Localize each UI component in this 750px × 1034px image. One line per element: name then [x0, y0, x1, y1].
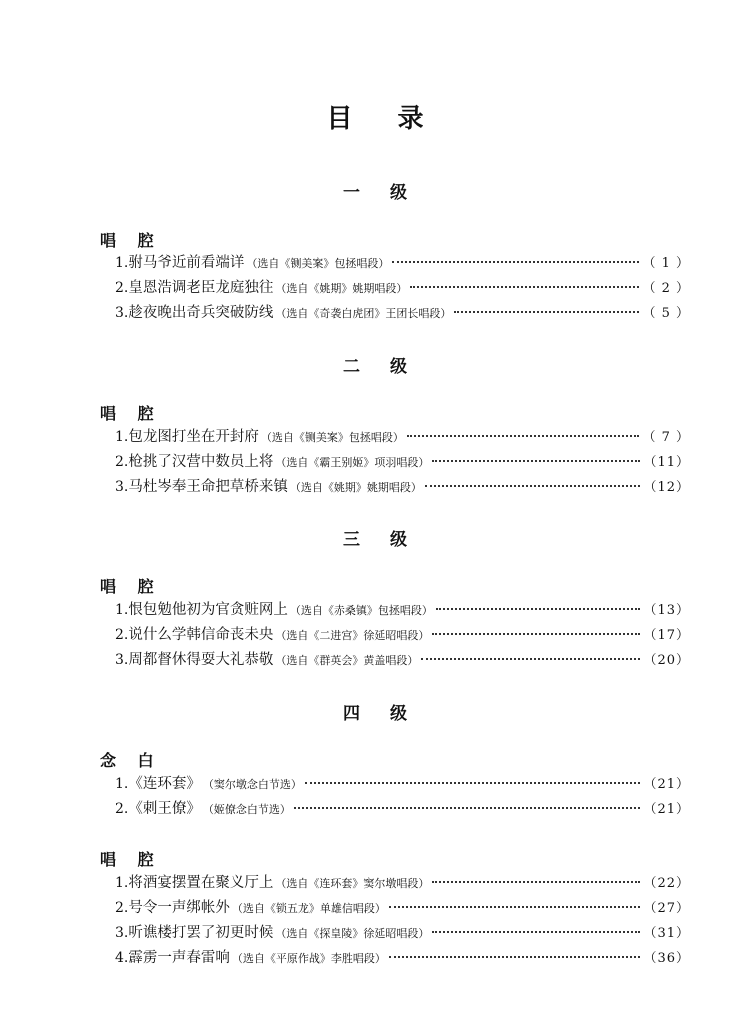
entry-source: （选自《连环套》窦尔墩唱段）: [275, 877, 430, 890]
entry-title: 马杜岑奉王命把草桥来镇: [128, 479, 288, 495]
dot-leader: [436, 608, 641, 610]
level-heading-2: 二 级: [343, 357, 419, 377]
entry-number: 1.: [115, 776, 129, 792]
toc-entry[interactable]: [115, 450, 690, 472]
dot-leader: [454, 311, 639, 313]
entry-source: （选自《群英会》黄盖唱段）: [275, 654, 419, 667]
entry-number: 2.: [115, 280, 129, 296]
dot-leader: [432, 881, 640, 883]
entry-number: 3.: [115, 479, 129, 495]
entry-number: 2.: [115, 900, 129, 916]
entry-source: （选自《探皇陵》徐延昭唱段）: [275, 927, 430, 940]
entry-number: 4.: [115, 950, 129, 966]
level-heading-3: 三 级: [343, 530, 419, 550]
entry-number: 2.: [115, 627, 129, 643]
entry-page: （12）: [643, 480, 690, 495]
entry-page: （ 5 ）: [642, 306, 690, 321]
level-heading-1: 一 级: [343, 183, 419, 203]
entry-page: （21）: [643, 802, 690, 817]
entry-title: 听谯楼打罢了初更时候: [128, 925, 274, 941]
entry-title: 包龙图打坐在开封府: [128, 429, 259, 445]
entry-page: （ 7 ）: [642, 430, 690, 445]
entry-title: 号令一声绑帐外: [128, 900, 230, 916]
entry-source: （选自《姚期》姚期唱段）: [275, 282, 408, 295]
entry-page: （13）: [643, 603, 690, 618]
toc-entry[interactable]: [115, 425, 690, 447]
entry-number: 2.: [115, 454, 129, 470]
entry-page: （20）: [643, 653, 690, 668]
entry-number: 1.: [115, 255, 129, 271]
toc-entry[interactable]: [115, 648, 690, 670]
entry-title: 说什么学韩信命丧未央: [128, 627, 274, 643]
dot-leader: [410, 286, 639, 288]
entry-title: 周都督休得耍大礼恭敬: [128, 652, 274, 668]
entry-number: 1.: [115, 429, 129, 445]
entry-page: （27）: [643, 901, 690, 916]
toc-entry[interactable]: [115, 301, 690, 323]
category-heading: 唱 腔: [100, 850, 162, 869]
dot-leader: [389, 956, 641, 958]
dot-leader: [432, 931, 640, 933]
entry-number: 2.: [115, 801, 129, 817]
dot-leader: [432, 460, 640, 462]
entry-page: （17）: [643, 628, 690, 643]
entry-title: 《连环套》: [128, 776, 201, 792]
level-heading-4: 四 级: [343, 704, 419, 724]
category-heading: 唱 腔: [100, 577, 162, 596]
entry-title: 趁夜晚出奇兵突破防线: [128, 305, 274, 321]
entry-source: （选自《平原作战》李胜唱段）: [231, 952, 386, 965]
entry-title: 《刺王僚》: [128, 801, 201, 817]
entry-number: 3.: [115, 305, 129, 321]
toc-entry[interactable]: [115, 946, 690, 968]
entry-page: （36）: [643, 951, 690, 966]
toc-entry[interactable]: [115, 475, 690, 497]
entry-number: 1.: [115, 602, 129, 618]
toc-entry[interactable]: [115, 797, 690, 819]
entry-source: （选自《铡美案》包拯唱段）: [246, 257, 390, 270]
dot-leader: [407, 435, 640, 437]
toc-entry[interactable]: [115, 276, 690, 298]
entry-number: 3.: [115, 925, 129, 941]
entry-page: （11）: [643, 455, 690, 470]
entry-page: （31）: [643, 926, 690, 941]
entry-page: （ 1 ）: [642, 256, 690, 271]
toc-entry[interactable]: [115, 896, 690, 918]
entry-source: （窦尔墩念白节选）: [202, 778, 302, 791]
toc-entry[interactable]: [115, 598, 690, 620]
category-heading: 唱 腔: [100, 231, 162, 250]
entry-title: 霹雳一声春雷响: [128, 950, 230, 966]
entry-page: （22）: [643, 876, 690, 891]
entry-source: （选自《锁五龙》单雄信唱段）: [231, 902, 386, 915]
toc-entry[interactable]: [115, 623, 690, 645]
dot-leader: [421, 658, 640, 660]
entry-source: （姬僚念白节选）: [202, 803, 291, 816]
toc-entry[interactable]: [115, 251, 690, 273]
page-title: 目 录: [326, 104, 442, 134]
entry-title: 恨包勉他初为官贪赃网上: [128, 602, 288, 618]
entry-title: 驸马爷近前看端详: [128, 255, 245, 271]
dot-leader: [305, 782, 641, 784]
entry-source: （选自《奇袭白虎团》王团长唱段）: [275, 307, 452, 320]
entry-source: （选自《霸王别姬》项羽唱段）: [275, 456, 430, 469]
entry-source: （选自《赤桑镇》包拯唱段）: [289, 604, 433, 617]
dot-leader: [432, 633, 640, 635]
entry-page: （21）: [643, 777, 690, 792]
entry-title: 将酒宴摆置在聚义厅上: [128, 875, 274, 891]
category-heading: 念 白: [100, 751, 162, 770]
dot-leader: [425, 485, 641, 487]
entry-number: 3.: [115, 652, 129, 668]
entry-page: （ 2 ）: [642, 281, 690, 296]
toc-entry[interactable]: [115, 921, 690, 943]
dot-leader: [392, 261, 639, 263]
entry-source: （选自《二进宫》徐延昭唱段）: [275, 629, 430, 642]
toc-entry[interactable]: [115, 871, 690, 893]
entry-title: 枪挑了汉营中数员上将: [128, 454, 274, 470]
dot-leader: [389, 906, 641, 908]
dot-leader: [294, 807, 641, 809]
entry-title: 皇恩浩调老臣龙庭独往: [128, 280, 274, 296]
entry-number: 1.: [115, 875, 129, 891]
entry-source: （选自《铡美案》包拯唱段）: [260, 431, 404, 444]
toc-entry[interactable]: [115, 772, 690, 794]
category-heading: 唱 腔: [100, 404, 162, 423]
entry-source: （选自《姚期》姚期唱段）: [289, 481, 422, 494]
